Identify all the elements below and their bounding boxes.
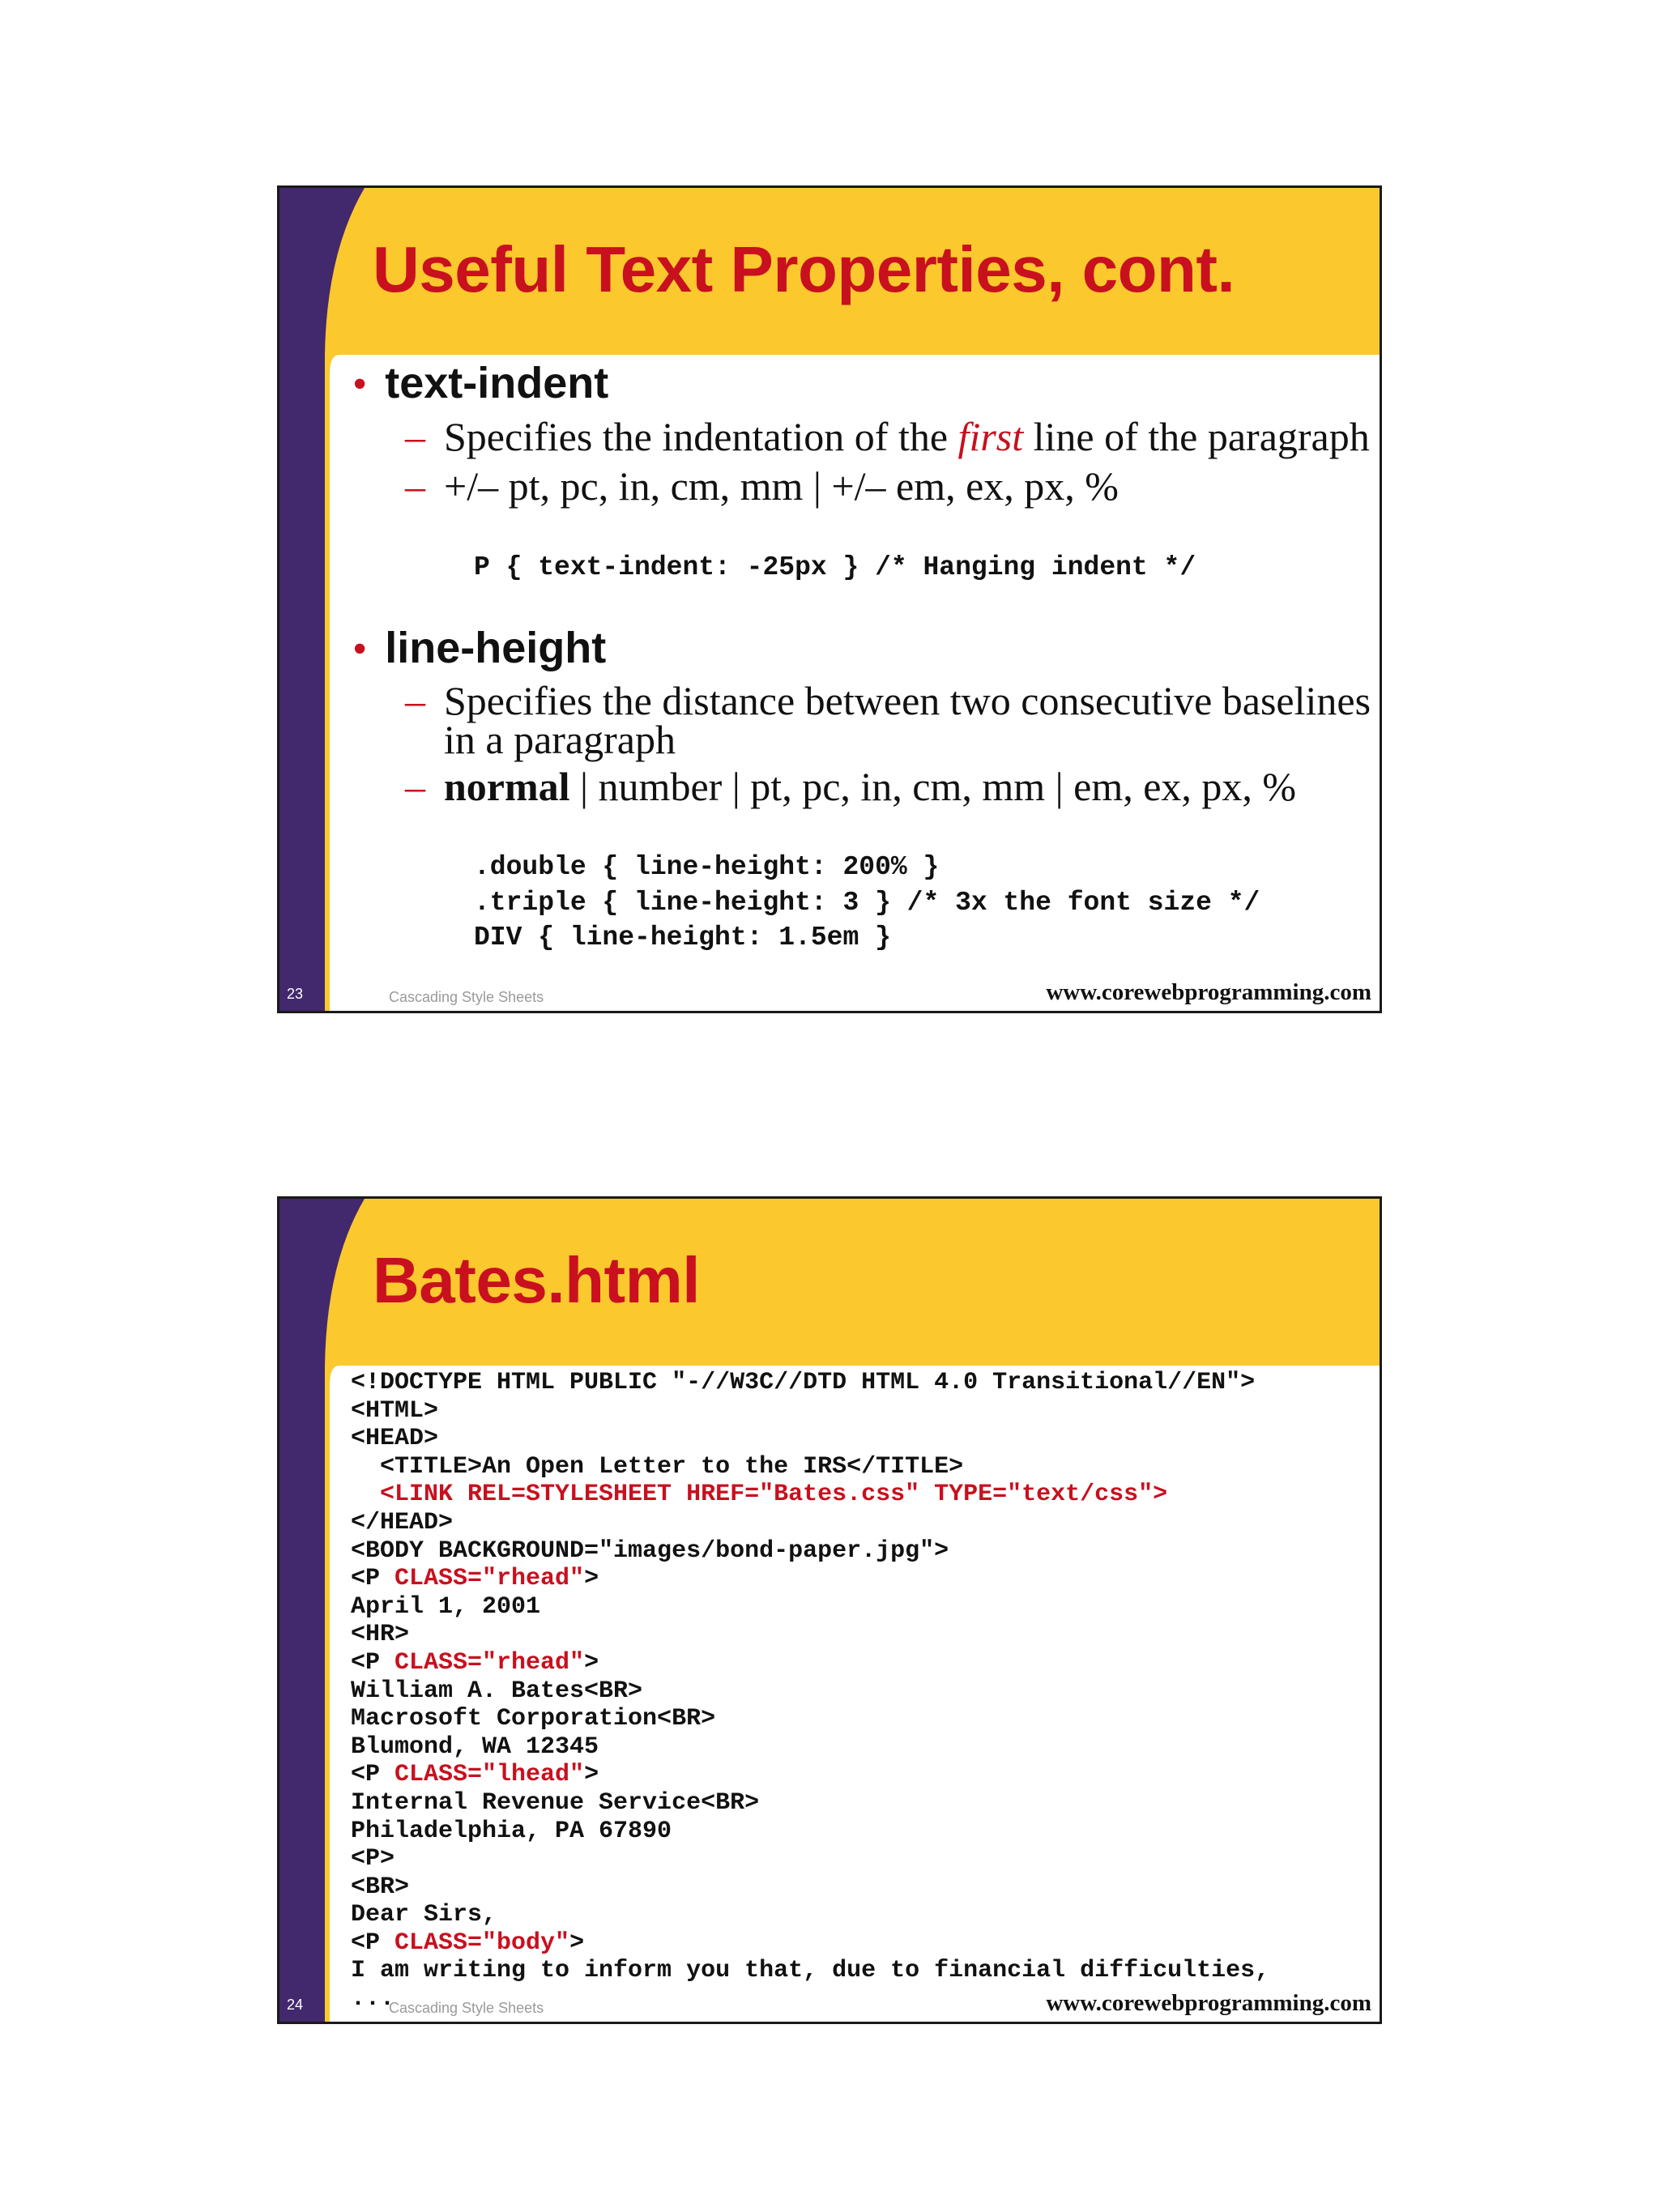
sub-text: | number | pt, pc, in, cm, mm | em, ex, px, %	[569, 764, 1297, 809]
code-text: Macrosoft Corporation<BR>	[351, 1705, 716, 1733]
code-text: >	[584, 1648, 599, 1677]
sub-text: Specifies the indentation of the	[444, 414, 958, 459]
code-line	[351, 1789, 1269, 1818]
code-text: >	[584, 1565, 599, 1593]
code-text: Philadelphia, PA 67890	[351, 1817, 672, 1845]
code-line	[351, 1957, 1269, 1985]
code-text: ...	[351, 1985, 395, 2014]
code-text: <P	[351, 1929, 395, 1957]
sub-text: in a paragraph	[444, 717, 676, 762]
code-line	[351, 1873, 1269, 1902]
code-text: Dear Sirs,	[351, 1901, 497, 1929]
code-line	[351, 1509, 1269, 1537]
code-line	[351, 1481, 1269, 1509]
code-line	[351, 1537, 1269, 1566]
code-text: William A. Bates<BR>	[351, 1677, 643, 1705]
code-listing	[351, 1369, 1269, 2014]
slide-number: 23	[287, 986, 304, 1002]
footer-topic: Cascading Style Sheets	[389, 2000, 544, 2016]
sub-bullet-units: – +/– pt, pc, in, cm, mm | +/– em, ex, px, %	[405, 463, 1119, 509]
code-line	[351, 1369, 1269, 1397]
code-line	[351, 1845, 1269, 1873]
code-line	[351, 1425, 1269, 1453]
code-text: Blumond, WA 12345	[351, 1733, 599, 1761]
code-text: <P	[351, 1648, 395, 1677]
code-text: <HTML>	[351, 1396, 439, 1425]
code-line	[351, 1593, 1269, 1622]
code-example: DIV { line-height: 1.5em }	[474, 923, 891, 953]
slide-number: 24	[287, 1997, 304, 2013]
slide-24	[277, 1196, 1382, 2024]
code-text: <!DOCTYPE HTML PUBLIC "-//W3C//DTD HTML 4.0 Transitional//EN">	[351, 1369, 1256, 1396]
sub-bullet-first-line: – Specifies the indentation of the first line of the paragraph	[405, 414, 1370, 459]
sub-bullet-baselines: – Specifies the distance between two consecutive baselines in a paragraph	[405, 678, 1371, 762]
footer-topic: Cascading Style Sheets	[389, 989, 544, 1005]
code-text: <P	[351, 1761, 395, 1789]
code-text: April 1, 2001	[351, 1592, 541, 1621]
bullet-heading: line-height	[385, 624, 607, 672]
code-example: .triple { line-height: 3 } /* 3x the font size */	[474, 888, 1260, 918]
slide-23	[277, 185, 1382, 1013]
code-text: Internal Revenue Service<BR>	[351, 1788, 760, 1817]
code-example: P { text-indent: -25px } /* Hanging indent */	[474, 552, 1196, 582]
slide-title: Bates.html	[373, 1244, 700, 1316]
code-line	[351, 1705, 1269, 1733]
code-text: </HEAD>	[351, 1508, 454, 1536]
sub-text: line of the paragraph	[1023, 414, 1370, 459]
sub-bullet-values: – normal | number | pt, pc, in, cm, mm | em, ex, px, %	[405, 764, 1297, 809]
sub-text: Specifies the distance between two consecutive baselines	[444, 678, 1371, 723]
code-text: <HR>	[351, 1621, 410, 1649]
code-text: <BODY BACKGROUND="images/bond-paper.jpg">	[351, 1536, 949, 1565]
code-text: <BR>	[351, 1873, 410, 1901]
code-text: I am writing to inform you that, due to financial difficulties,	[351, 1957, 1270, 1985]
code-line	[351, 1565, 1269, 1593]
code-example: .double { line-height: 200% }	[474, 852, 940, 882]
code-line	[351, 1397, 1269, 1426]
code-text: <HEAD>	[351, 1425, 439, 1453]
code-text: >	[584, 1761, 599, 1789]
code-highlight: <LINK REL=STYLESHEET HREF="Bates.css" TYPE="text/css">	[351, 1481, 1168, 1509]
sub-text: +/– pt, pc, in, cm, mm | +/– em, ex, px, %	[444, 463, 1119, 509]
code-line	[351, 1677, 1269, 1706]
code-highlight: CLASS="body"	[394, 1929, 570, 1957]
code-line	[351, 1818, 1269, 1846]
bullet-text-indent: • text-indent	[352, 359, 609, 407]
emphasis-text: first	[957, 414, 1024, 459]
code-line	[351, 1901, 1269, 1929]
code-text: <P>	[351, 1845, 395, 1873]
code-line	[351, 1761, 1269, 1789]
code-highlight: CLASS="lhead"	[394, 1761, 585, 1789]
code-line	[351, 1453, 1269, 1481]
code-highlight: CLASS="rhead"	[394, 1565, 585, 1593]
code-text: <TITLE>An Open Letter to the IRS</TITLE>	[351, 1452, 964, 1481]
code-line	[351, 1733, 1269, 1762]
code-text: >	[569, 1929, 585, 1957]
code-line	[351, 1649, 1269, 1677]
bullet-heading: text-indent	[385, 359, 609, 407]
bold-text: normal	[444, 764, 570, 809]
code-line	[351, 1929, 1269, 1958]
code-text: <P	[351, 1565, 395, 1593]
bullet-line-height: • line-height	[352, 624, 607, 672]
code-line	[351, 1621, 1269, 1649]
footer-url: www.corewebprogramming.com	[1046, 1990, 1371, 2016]
footer-url: www.corewebprogramming.com	[1046, 979, 1371, 1005]
code-highlight: CLASS="rhead"	[394, 1648, 585, 1677]
slide-title: Useful Text Properties, cont.	[373, 233, 1235, 305]
